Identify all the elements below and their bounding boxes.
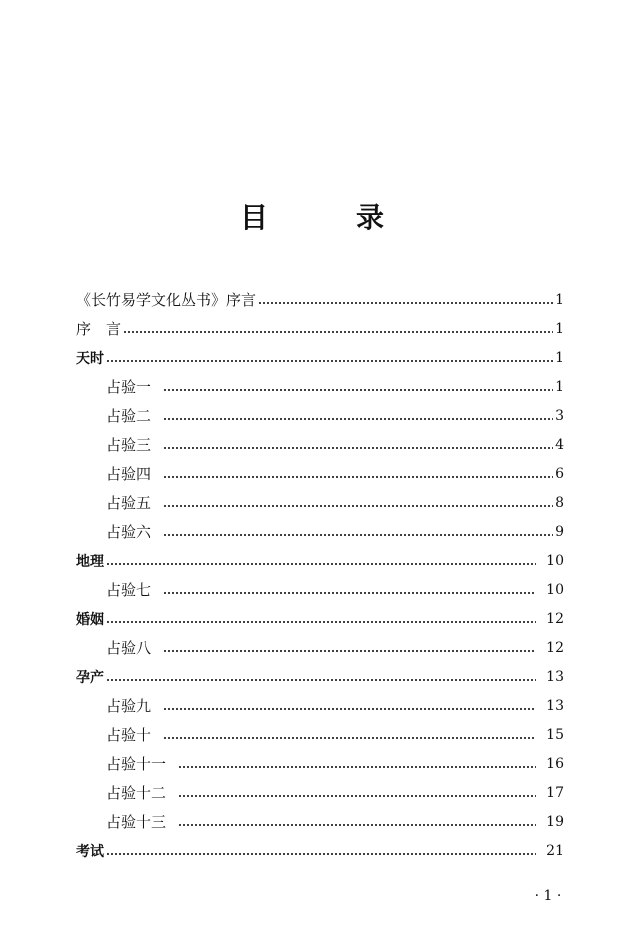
toc-entry-page: 1	[555, 378, 564, 395]
dot-leader	[163, 582, 536, 598]
toc-section-marriage[interactable]	[76, 604, 564, 633]
dot-leader	[258, 292, 553, 308]
toc-section-label: 地理	[76, 553, 104, 570]
toc-entry-page: 4	[555, 436, 564, 453]
dot-leader	[163, 379, 553, 395]
toc-entry-series-preface[interactable]	[76, 285, 564, 314]
toc-entry-page: 1	[555, 291, 564, 308]
toc-section-label: 天时	[76, 350, 104, 367]
dot-leader	[123, 321, 553, 337]
toc-section-geography[interactable]	[76, 546, 564, 575]
toc-entry-page: 13	[546, 697, 564, 714]
dot-leader	[163, 727, 536, 743]
dot-leader	[178, 814, 536, 830]
dot-leader	[163, 437, 553, 453]
dot-leader	[106, 611, 536, 627]
toc-entry-page: 19	[546, 813, 564, 830]
toc-entry-page: 16	[546, 755, 564, 772]
toc-entry-page: 17	[546, 784, 564, 801]
toc-entry-case-8[interactable]	[76, 633, 564, 662]
toc-entry-page: 10	[546, 581, 564, 598]
toc-entry-case-12[interactable]	[76, 778, 564, 807]
toc-section-label: 婚姻	[76, 611, 104, 628]
toc-entry-case-2[interactable]	[76, 401, 564, 430]
toc-entry-label: 序 言	[76, 320, 122, 338]
toc-entry-page: 3	[555, 407, 564, 424]
toc-entry-label: 占验十三	[106, 813, 167, 831]
toc-section-childbirth[interactable]	[76, 662, 564, 691]
toc-section-label: 孕产	[76, 669, 104, 686]
toc-entry-label: 占验六	[106, 523, 152, 541]
dot-leader	[106, 553, 536, 569]
toc-entry-page: 10	[546, 552, 564, 569]
toc-entry-page: 6	[555, 465, 564, 482]
dot-leader	[163, 466, 553, 482]
toc-entry-case-11[interactable]	[76, 749, 564, 778]
page-title: 目 录	[239, 201, 414, 234]
dot-leader	[106, 843, 536, 859]
toc-entry-case-3[interactable]	[76, 430, 564, 459]
page-number: · 1 ·	[534, 888, 562, 904]
toc-entry-label: 占验八	[106, 639, 152, 657]
dot-leader	[178, 756, 536, 772]
toc-entry-label: 占验一	[106, 378, 152, 396]
toc-section-exams[interactable]	[76, 836, 564, 865]
toc-entry-label: 占验三	[106, 436, 152, 454]
toc-entry-label: 占验五	[106, 494, 152, 512]
toc-entry-page: 12	[546, 639, 564, 656]
dot-leader	[163, 408, 553, 424]
dot-leader	[106, 669, 536, 685]
toc-entry-case-5[interactable]	[76, 488, 564, 517]
toc-entry-label: 占验四	[106, 465, 152, 483]
toc-entry-label: 占验二	[106, 407, 152, 425]
toc-entry-preface[interactable]	[76, 314, 564, 343]
toc-section-label: 考试	[76, 843, 104, 860]
toc-entry-case-9[interactable]	[76, 691, 564, 720]
toc-entry-case-10[interactable]	[76, 720, 564, 749]
toc-entry-page: 13	[546, 668, 564, 685]
toc-entry-case-13[interactable]	[76, 807, 564, 836]
dot-leader	[178, 785, 536, 801]
dot-leader	[163, 640, 536, 656]
toc-entry-label: 占验十	[106, 726, 152, 744]
toc-entry-case-4[interactable]	[76, 459, 564, 488]
toc-entry-label: 占验十二	[106, 784, 167, 802]
toc-entry-label: 占验十一	[106, 755, 167, 773]
dot-leader	[163, 524, 553, 540]
toc-entry-label: 《长竹易学文化丛书》序言	[76, 291, 257, 309]
toc-entry-label: 占验七	[106, 581, 152, 599]
toc-entry-page: 1	[555, 349, 564, 366]
toc-entry-page: 12	[546, 610, 564, 627]
toc-entry-page: 9	[555, 523, 564, 540]
toc-entry-case-1[interactable]	[76, 372, 564, 401]
toc-entry-case-7[interactable]	[76, 575, 564, 604]
toc-entry-page: 8	[555, 494, 564, 511]
dot-leader	[163, 698, 536, 714]
toc-entry-page: 15	[546, 726, 564, 743]
toc-entry-page: 1	[555, 320, 564, 337]
toc-entry-case-6[interactable]	[76, 517, 564, 546]
toc-section-weather[interactable]	[76, 343, 564, 372]
dot-leader	[106, 350, 553, 366]
toc-entry-page: 21	[546, 842, 564, 859]
table-of-contents	[76, 285, 564, 865]
dot-leader	[163, 495, 553, 511]
toc-entry-label: 占验九	[106, 697, 152, 715]
